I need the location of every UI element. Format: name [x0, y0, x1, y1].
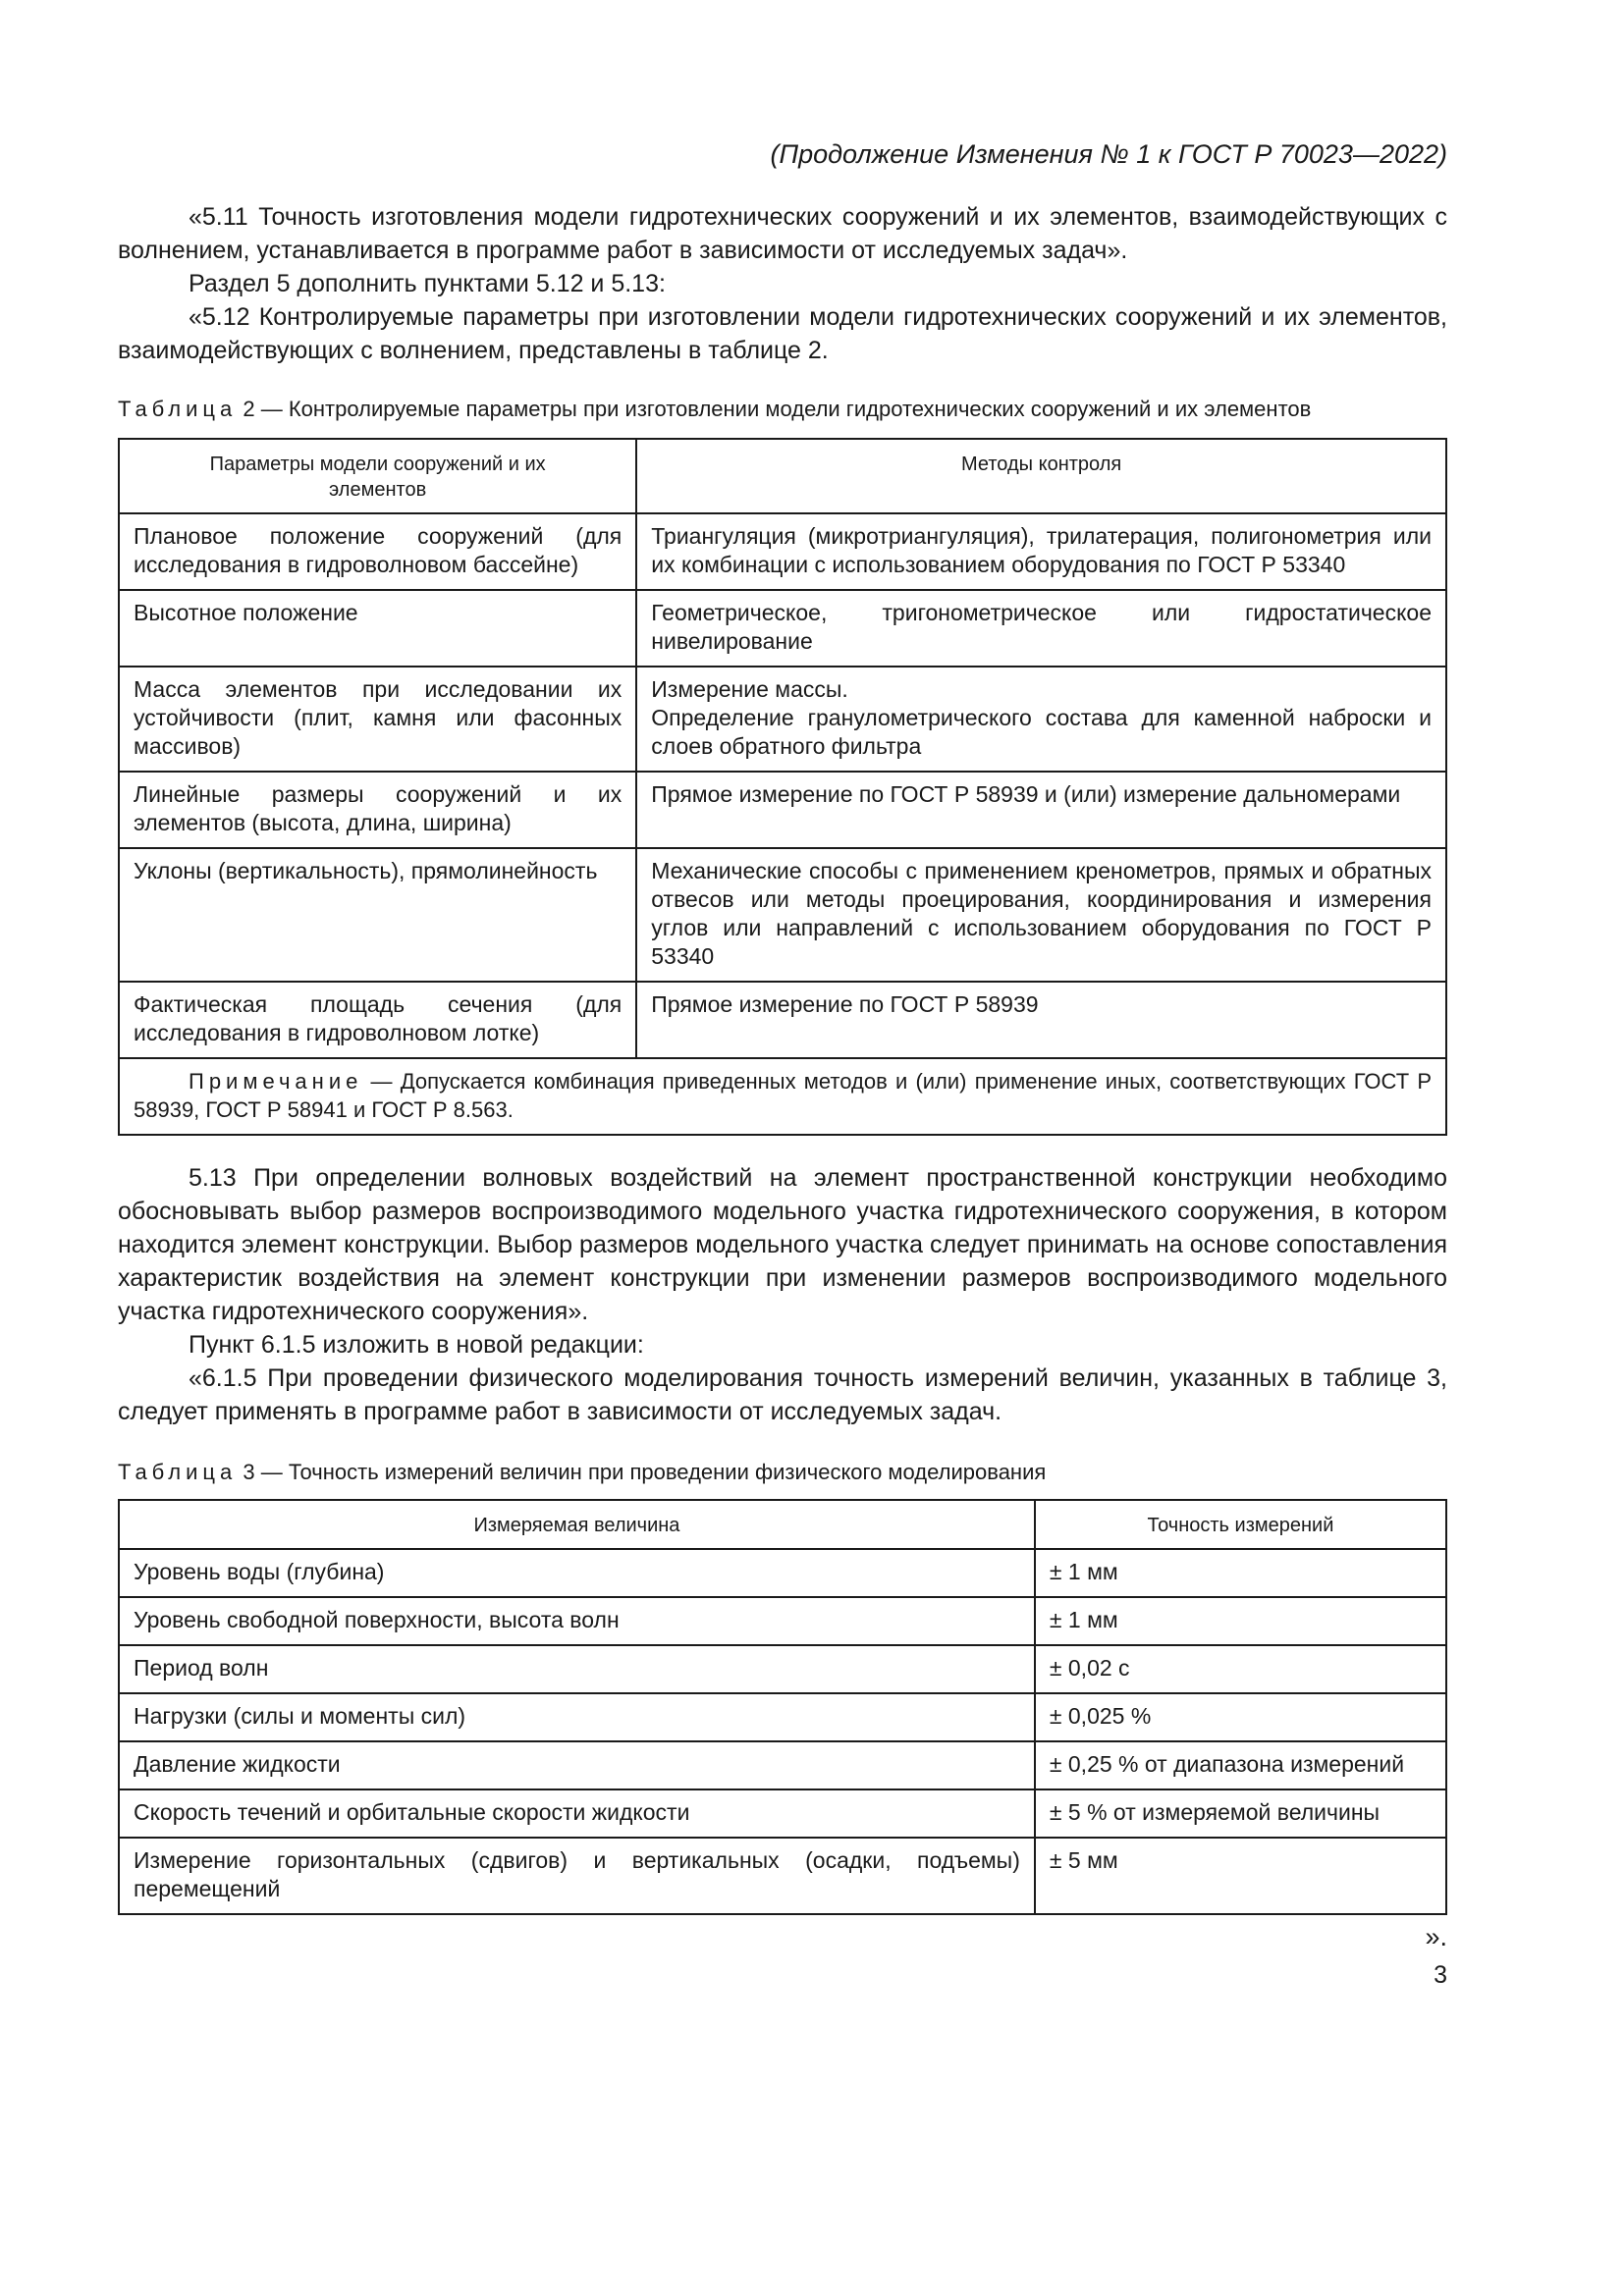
- table2-caption: [118, 395, 1447, 424]
- table3-cell-accuracy: ± 5 % от измеряемой величины: [1035, 1789, 1446, 1838]
- table-2: [118, 438, 1447, 1136]
- table-row: [119, 1597, 1446, 1645]
- table2-cell-parameter: Линейные размеры сооружений и их элементов (высота, длина, ширина): [119, 772, 636, 848]
- table3-cell-quantity: Нагрузки (силы и моменты сил): [119, 1693, 1035, 1741]
- table2-cell-method: Геометрическое, тригонометрическое или гидростатическое нивелирование: [636, 590, 1446, 667]
- table-row: [119, 982, 1446, 1058]
- table2-note-lead: Примечание: [189, 1069, 363, 1094]
- table2-cell-parameter: Фактическая площадь сечения (для исследования в гидроволновом лотке): [119, 982, 636, 1058]
- table2-cell-method: Прямое измерение по ГОСТ Р 58939 и (или) измерение дальномерами: [636, 772, 1446, 848]
- table-row: [119, 1838, 1446, 1914]
- table2-cell-parameter: Уклоны (вертикальность), прямолинейность: [119, 848, 636, 982]
- table2-cell-parameter: Масса элементов при исследовании их устойчивости (плит, камня или фасонных массивов): [119, 667, 636, 772]
- table3-cell-quantity: Период волн: [119, 1645, 1035, 1693]
- table2-note-text: — Допускается комбинация приведенных методов и (или) применение иных, соответствующих ГОСТ Р 58939, ГОСТ Р 58941 и ГОСТ Р 8.563.: [134, 1069, 1432, 1122]
- table2-cell-method: Механические способы с применением кренометров, прямых и обратных отвесов или методы проецирования, координирования и измерения углов или направлений с использованием оборудования по ГОСТ Р 53340: [636, 848, 1446, 982]
- table3-cell-quantity: Давление жидкости: [119, 1741, 1035, 1789]
- table3-cell-quantity: Уровень воды (глубина): [119, 1549, 1035, 1597]
- table-row: [119, 1741, 1446, 1789]
- table2-header-parameters: Параметры модели сооружений и их элементов: [119, 439, 636, 513]
- table2-note: [119, 1058, 1446, 1135]
- paragraph-6-1-5: «6.1.5 При проведении физического моделирования точность измерений величин, указанных в таблице 3, следует применять в программе работ в зависимости от исследуемых задач.: [118, 1364, 1447, 1425]
- table3-header-row: [119, 1500, 1446, 1549]
- running-head: (Продолжение Изменения № 1 к ГОСТ Р 70023—2022): [770, 139, 1447, 169]
- table3-caption-text: 3 — Точность измерений величин при проведении физического моделирования: [237, 1460, 1047, 1484]
- table2-cell-method: Измерение массы. Определение гранулометрического состава для каменной наброски и слоев обратного фильтра: [636, 667, 1446, 772]
- table-row: [119, 1549, 1446, 1597]
- closing-quote: ».: [1425, 1922, 1447, 1951]
- table2-caption-text: 2 — Контролируемые параметры при изготовлении модели гидротехнических сооружений и их элементов: [237, 397, 1312, 421]
- table3-cell-accuracy: ± 0,25 % от диапазона измерений: [1035, 1741, 1446, 1789]
- paragraph-section5-add: Раздел 5 дополнить пунктами 5.12 и 5.13:: [189, 270, 666, 297]
- table3-cell-accuracy: ± 1 мм: [1035, 1549, 1446, 1597]
- table2-cell-parameter: Высотное положение: [119, 590, 636, 667]
- page-number: 3: [1434, 1961, 1447, 1989]
- table3-header-accuracy: Точность измерений: [1035, 1500, 1446, 1549]
- table2-header-methods: Методы контроля: [636, 439, 1446, 513]
- table3-caption-lead: Таблица: [118, 1460, 238, 1484]
- table-row: [119, 848, 1446, 982]
- table-row: [119, 667, 1446, 772]
- table3-cell-accuracy: ± 5 мм: [1035, 1838, 1446, 1914]
- table3-cell-accuracy: ± 0,025 %: [1035, 1693, 1446, 1741]
- paragraph-5-11: «5.11 Точность изготовления модели гидротехнических сооружений и их элементов, взаимодействующих с волнением, устанавливается в программе работ в зависимости от исследуемых задач».: [118, 203, 1447, 264]
- table-row: [119, 513, 1446, 590]
- table2-cell-parameter: Плановое положение сооружений (для исследования в гидроволновом бассейне): [119, 513, 636, 590]
- table-3: [118, 1499, 1447, 1915]
- paragraph-5-13: 5.13 При определении волновых воздействий на элемент пространственной конструкции необходимо обосновывать выбор размеров воспроизводимого модельного участка гидротехнического сооружения, в котором находится элемент конструкции. Выбор размеров модельного участка следует принимать на основе сопоставления характеристик воздействия на элемент конструкции при изменении размеров воспроизводимого модельного участка гидротехнического сооружения».: [118, 1164, 1447, 1325]
- table2-caption-lead: Таблица: [118, 397, 238, 421]
- table2-cell-method: Прямое измерение по ГОСТ Р 58939: [636, 982, 1446, 1058]
- table3-cell-quantity: Измерение горизонтальных (сдвигов) и вертикальных (осадки, подъемы) перемещений: [119, 1838, 1035, 1914]
- table-row: [119, 590, 1446, 667]
- table-row: [119, 1645, 1446, 1693]
- table2-header-row: [119, 439, 1446, 513]
- table2-cell-method: Триангуляция (микротриангуляция), трилатерация, полигонометрия или их комбинации с использованием оборудования по ГОСТ Р 53340: [636, 513, 1446, 590]
- table3-caption: [118, 1458, 1447, 1487]
- paragraph-5-12: «5.12 Контролируемые параметры при изготовлении модели гидротехнических сооружений и их элементов, взаимодействующих с волнением, представлены в таблице 2.: [118, 303, 1447, 364]
- table-row: [119, 772, 1446, 848]
- table-row: [119, 1693, 1446, 1741]
- table3-cell-quantity: Скорость течений и орбитальные скорости жидкости: [119, 1789, 1035, 1838]
- table2-note-row: [119, 1058, 1446, 1135]
- table3-header-quantity: Измеряемая величина: [119, 1500, 1035, 1549]
- document-page: [118, 137, 1447, 1990]
- table3-cell-quantity: Уровень свободной поверхности, высота волн: [119, 1597, 1035, 1645]
- paragraph-6-1-5-intro: Пункт 6.1.5 изложить в новой редакции:: [189, 1331, 644, 1359]
- table3-cell-accuracy: ± 0,02 с: [1035, 1645, 1446, 1693]
- table3-cell-accuracy: ± 1 мм: [1035, 1597, 1446, 1645]
- table-row: [119, 1789, 1446, 1838]
